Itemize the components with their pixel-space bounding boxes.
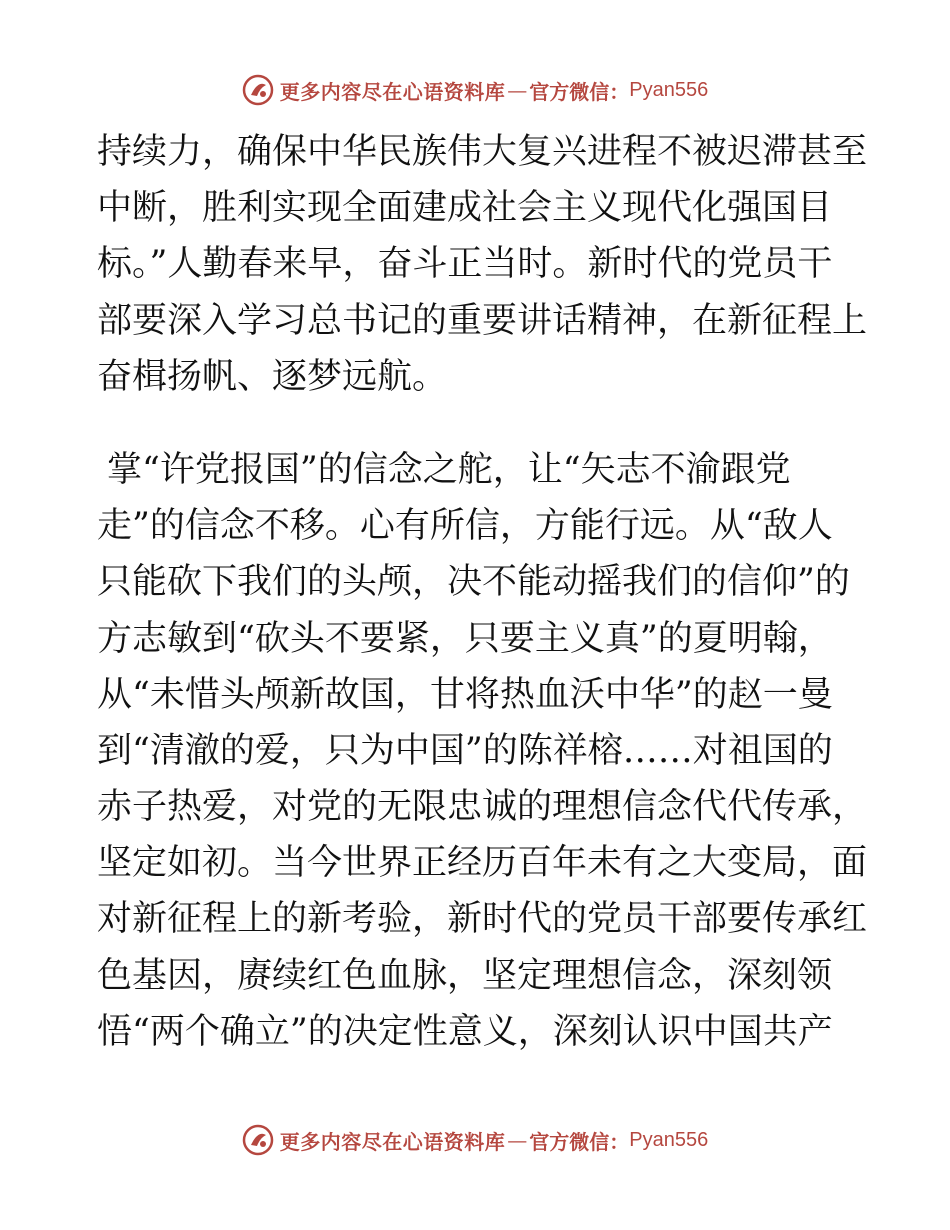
brand-logo-icon	[242, 74, 274, 106]
footer-brand-text: 更多内容尽在心语资料库	[279, 1129, 506, 1154]
text-line: 中断，胜利实现全面建成社会主义现代化强国目	[97, 188, 833, 229]
text-line: 标。”人勤春来早，奋斗正当时。新时代的党员干	[97, 244, 833, 285]
footer-wechat-label: 官方微信：	[529, 1129, 630, 1154]
text-line: 奋楫扬帆、逐梦远航。	[97, 356, 448, 397]
paragraph-2	[97, 442, 868, 1060]
text-line: 掌“许党报国”的信念之舵，让“矢志不渝跟党	[107, 449, 791, 490]
text-line: 只能砍下我们的头颅，决不能动摇我们的信仰”的	[97, 562, 850, 603]
document-body	[97, 124, 868, 1060]
text-line: 部要深入学习总书记的重要讲话精神，在新征程上	[97, 300, 868, 341]
text-line: 悟“两个确立”的决定性意义，深刻认识中国共产	[97, 1011, 833, 1052]
header-wechat-id: Pyan556	[629, 78, 709, 101]
text-line: 坚定如初。当今世界正经历百年未有之大变局，面	[97, 843, 868, 884]
text-line: 色基因，赓续红色血脉，坚定理想信念，深刻领	[97, 955, 833, 996]
text-line: 对新征程上的新考验，新时代的党员干部要传承红	[97, 899, 868, 940]
paragraph-1	[97, 124, 868, 405]
text-line: 到“清澈的爱，只为中国”的陈祥榕……对祖国的	[97, 730, 833, 771]
text-line: 方志敏到“砍头不要紧，只要主义真”的夏明翰，	[97, 618, 833, 659]
header-dash: —	[507, 78, 528, 102]
text-line: 持续力，确保中华民族伟大复兴进程不被迟滞甚至	[97, 132, 868, 172]
brand-logo-icon	[242, 1124, 274, 1156]
header-banner	[0, 70, 950, 110]
text-line: 走”的信念不移。心有所信，方能行远。从“敌人	[97, 506, 833, 547]
header-wechat-label: 官方微信：	[529, 79, 630, 104]
text-line: 赤子热爱，对党的无限忠诚的理想信念代代传承，	[97, 787, 868, 828]
footer-wechat-id: Pyan556	[629, 1128, 709, 1151]
text-line: 从“未惜头颅新故国，甘将热血沃中华”的赵一曼	[97, 674, 833, 715]
footer-dash: —	[507, 1128, 528, 1152]
footer-banner	[0, 1120, 950, 1160]
header-brand-text: 更多内容尽在心语资料库	[279, 79, 506, 104]
